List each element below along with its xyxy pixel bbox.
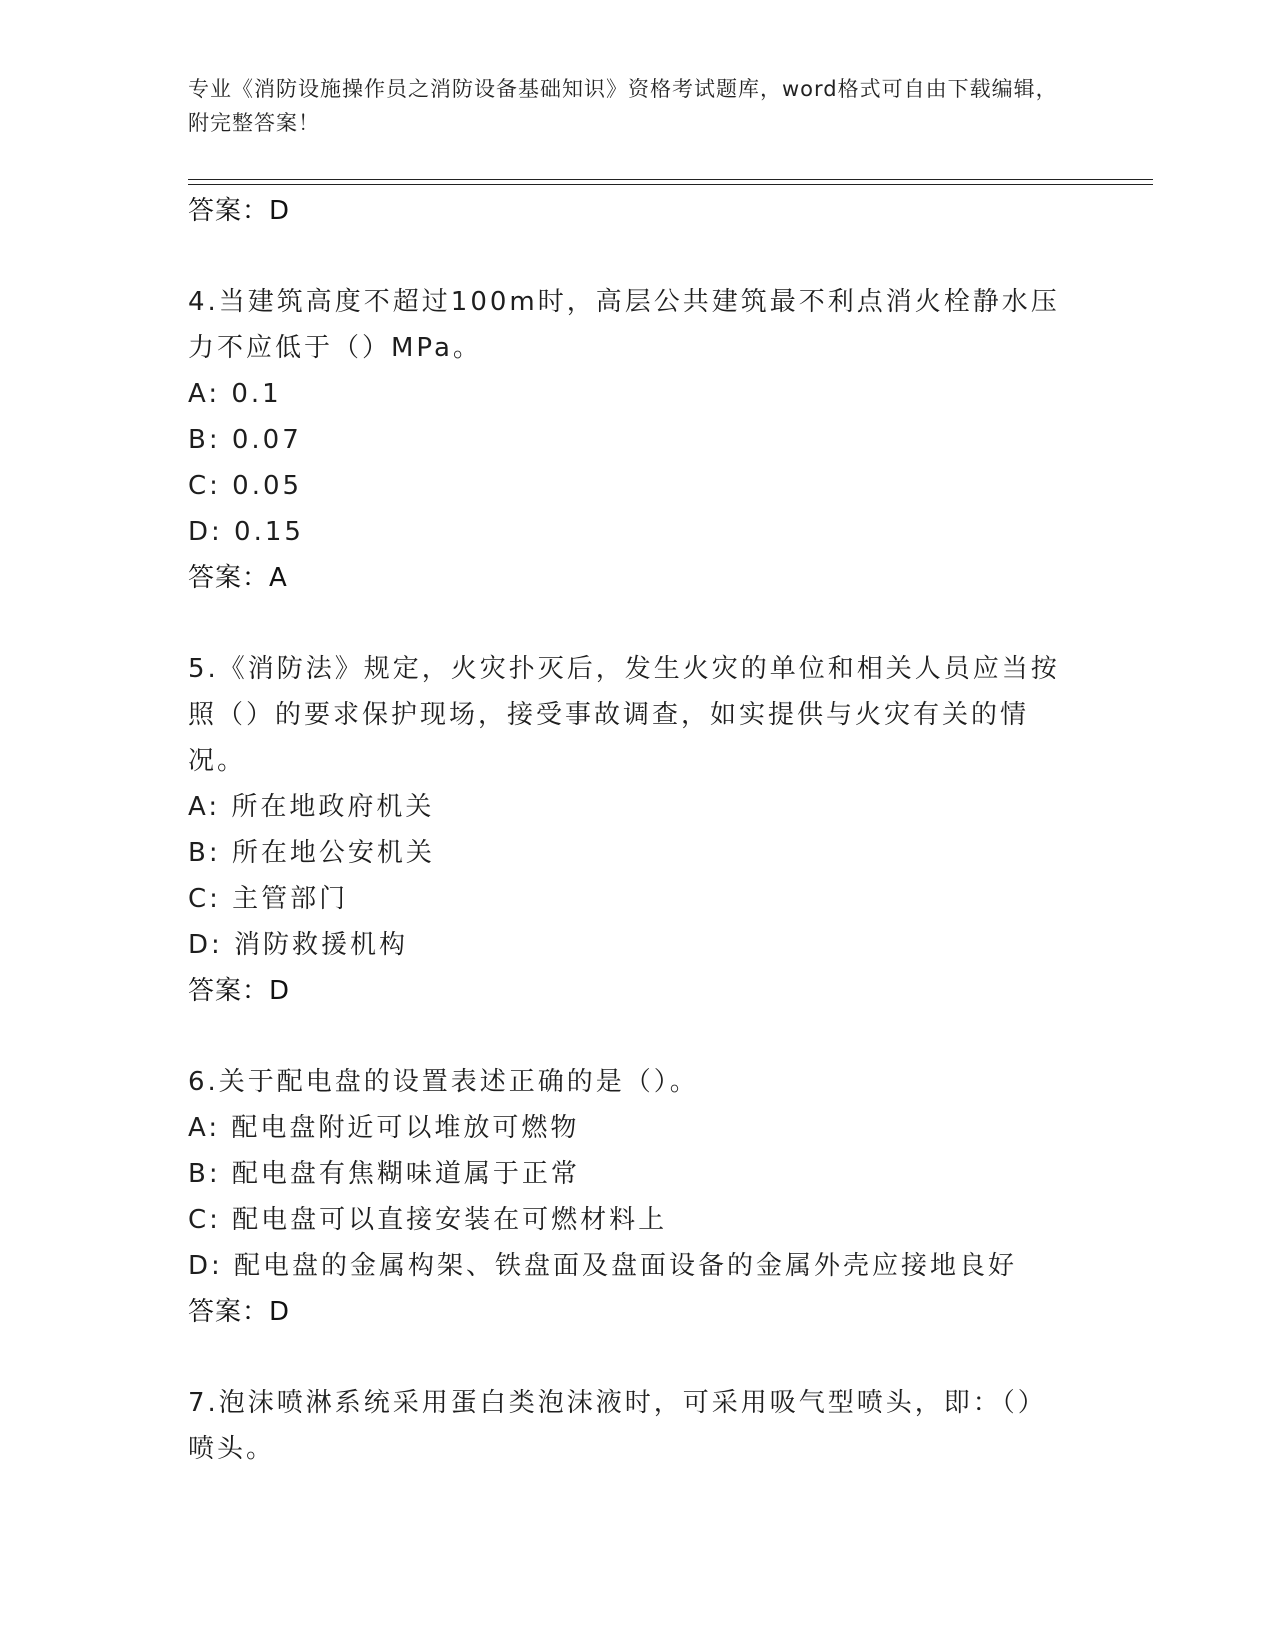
question-block — [188, 646, 1088, 1014]
option-c: C: 配电盘可以直接安装在可燃材料上 — [188, 1205, 668, 1235]
answer-line: 答案：D — [188, 976, 291, 1006]
question-list — [188, 188, 1088, 1472]
option-a: A: 所在地政府机关 — [188, 792, 435, 822]
question-block — [188, 1380, 1088, 1472]
option-d: D: 0.15 — [188, 517, 304, 547]
option-d: D: 消防救援机构 — [188, 930, 409, 960]
option-d: D: 配电盘的金属构架、铁盘面及盘面设备的金属外壳应接地良好 — [188, 1251, 1018, 1281]
option-c: C: 主管部门 — [188, 884, 349, 914]
header-rule-top — [188, 179, 1153, 180]
question-text: 5.《消防法》规定，火灾扑灭后，发生火灾的单位和相关人员应当按照（）的要求保护现场，接受事故调查，如实提供与火灾有关的情况。 — [188, 654, 1060, 776]
option-a: A: 0.1 — [188, 379, 282, 409]
question-text: 4.当建筑高度不超过100m时，高层公共建筑最不利点消火栓静水压力不应低于（）MPa。 — [188, 287, 1060, 363]
option-b: B: 配电盘有焦糊味道属于正常 — [188, 1159, 580, 1189]
option-a: A: 配电盘附近可以堆放可燃物 — [188, 1113, 580, 1143]
option-c: C: 0.05 — [188, 471, 303, 501]
question-block — [188, 279, 1088, 601]
question-text: 7.泡沫喷淋系统采用蛋白类泡沫液时，可采用吸气型喷头，即：（）喷头。 — [188, 1388, 1047, 1464]
answer-line: 答案：D — [188, 1297, 291, 1327]
answer-line: 答案：A — [188, 563, 288, 593]
question-block — [188, 1059, 1088, 1335]
answer-line: 答案：D — [188, 196, 291, 226]
question-text: 6.关于配电盘的设置表述正确的是（）。 — [188, 1067, 699, 1097]
option-b: B: 0.07 — [188, 425, 302, 455]
header-rule-bottom — [188, 184, 1153, 185]
document-header: 专业《消防设施操作员之消防设备基础知识》资格考试题库，word格式可自由下载编辑，附完整答案！ — [188, 77, 1058, 135]
option-b: B: 所在地公安机关 — [188, 838, 435, 868]
